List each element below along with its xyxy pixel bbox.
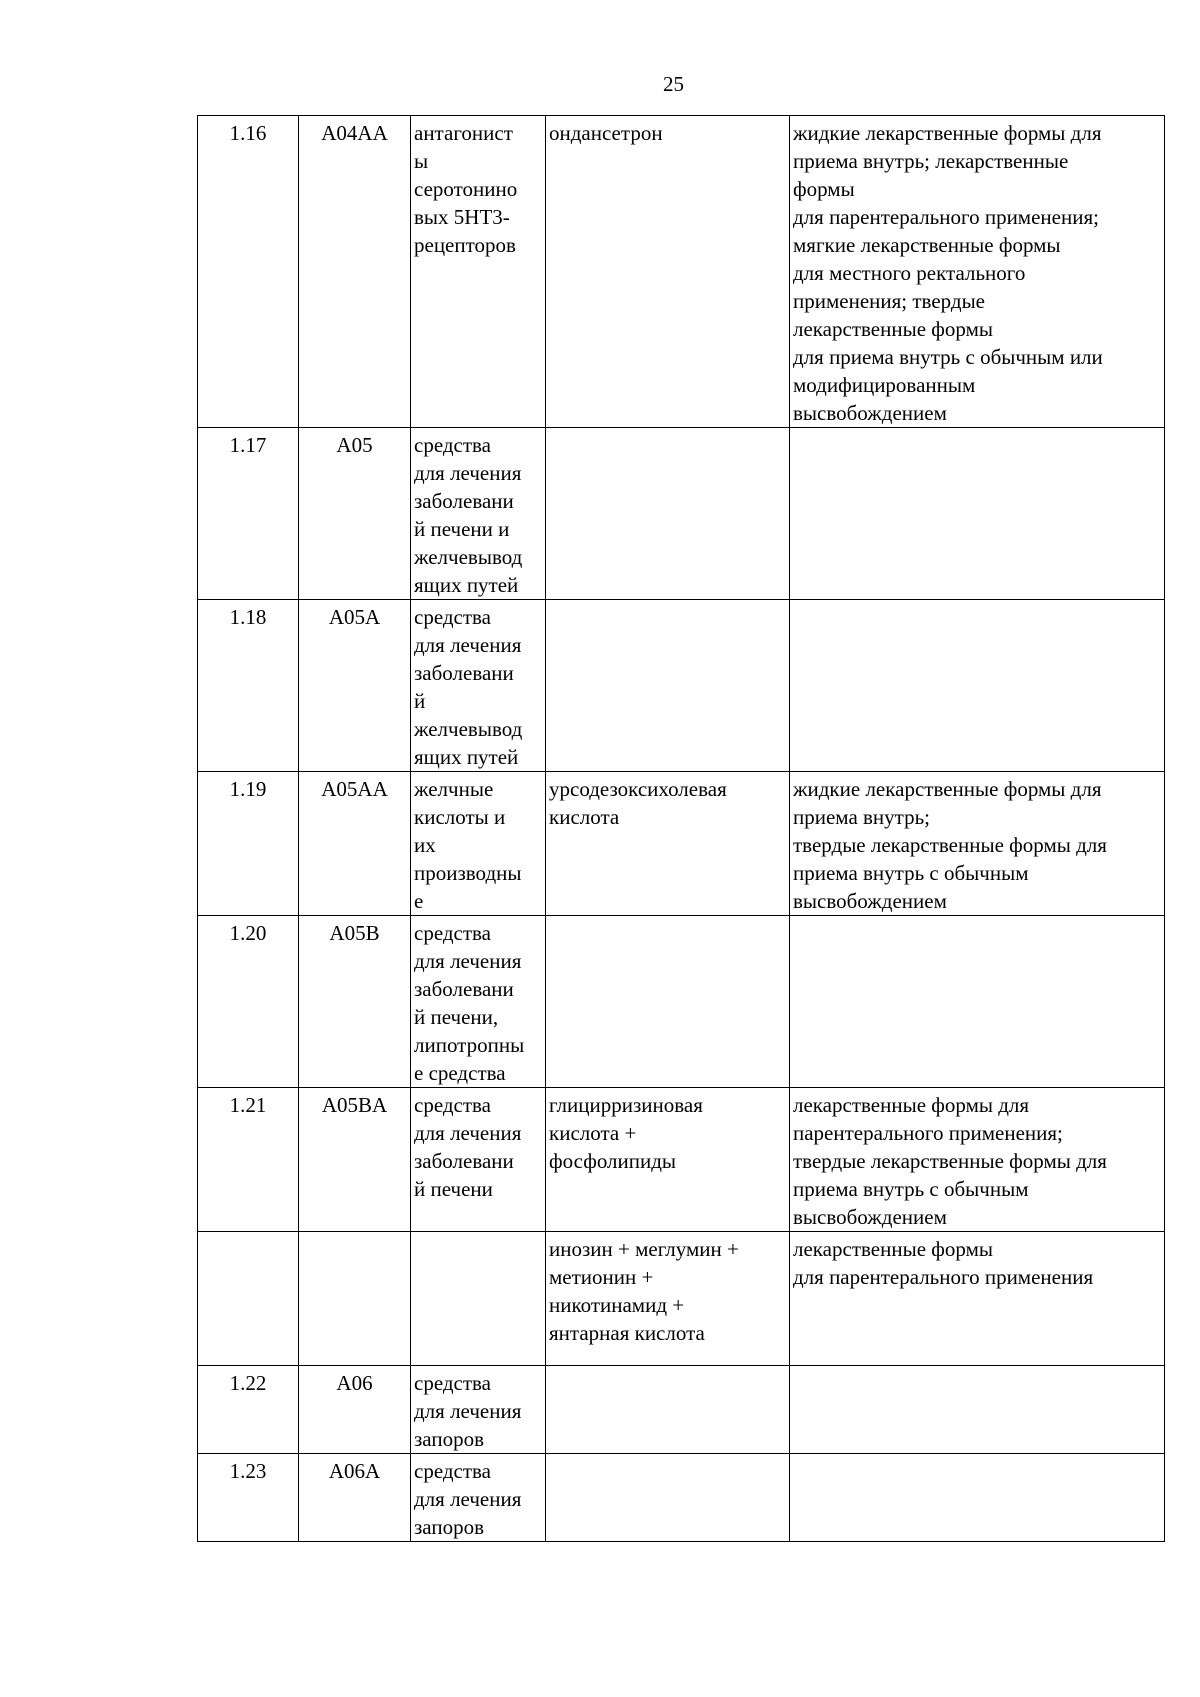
- drug-cell: инозин + меглумин + метионин + никотинамид + янтарная кислота: [546, 1232, 790, 1366]
- group-cell: средства для лечения заболевани й печени: [411, 1088, 546, 1232]
- atc-code-cell: A05B: [299, 916, 411, 1088]
- row-number-cell: 1.23: [198, 1454, 299, 1542]
- atc-code-cell: A05AA: [299, 772, 411, 916]
- atc-code-cell: A05: [299, 428, 411, 600]
- dosage-forms-cell: лекарственные формы для парентерального применения; твердые лекарственные формы для приема внутрь с обычным высвобождением: [790, 1088, 1165, 1232]
- table-row: [198, 772, 1165, 916]
- drug-cell: [546, 1454, 790, 1542]
- atc-code-cell: [299, 1232, 411, 1366]
- page-number: 25: [663, 72, 684, 96]
- atc-code-cell: A06: [299, 1366, 411, 1454]
- table-row: [198, 428, 1165, 600]
- group-cell: средства для лечения запоров: [411, 1366, 546, 1454]
- table-row: [198, 1366, 1165, 1454]
- group-cell: [411, 1232, 546, 1366]
- row-number-cell: 1.20: [198, 916, 299, 1088]
- atc-code-cell: A05A: [299, 600, 411, 772]
- dosage-forms-cell: [790, 1366, 1165, 1454]
- drug-cell: ондансетрон: [546, 116, 790, 428]
- row-number-cell: 1.19: [198, 772, 299, 916]
- drug-cell: урсодезоксихолевая кислота: [546, 772, 790, 916]
- group-cell: желчные кислоты и их производны е: [411, 772, 546, 916]
- dosage-forms-cell: [790, 600, 1165, 772]
- row-number-cell: 1.21: [198, 1088, 299, 1232]
- group-cell: средства для лечения запоров: [411, 1454, 546, 1542]
- row-number-cell: 1.16: [198, 116, 299, 428]
- atc-code-cell: A04AA: [299, 116, 411, 428]
- table-row: [198, 600, 1165, 772]
- table-row: [198, 916, 1165, 1088]
- drug-table: [197, 115, 1165, 1542]
- group-cell: антагонист ы серотонино вых 5HT3- рецепторов: [411, 116, 546, 428]
- dosage-forms-cell: [790, 1454, 1165, 1542]
- dosage-forms-cell: [790, 916, 1165, 1088]
- dosage-forms-cell: лекарственные формы для парентерального применения: [790, 1232, 1165, 1366]
- group-cell: средства для лечения заболевани й печени, липотропны е средства: [411, 916, 546, 1088]
- group-cell: средства для лечения заболевани й желчевывод ящих путей: [411, 600, 546, 772]
- table-row: [198, 1454, 1165, 1542]
- table-row: [198, 1088, 1165, 1232]
- row-number-cell: [198, 1232, 299, 1366]
- group-cell: средства для лечения заболевани й печени и желчевывод ящих путей: [411, 428, 546, 600]
- drug-cell: [546, 600, 790, 772]
- atc-code-cell: A05BA: [299, 1088, 411, 1232]
- drug-cell: [546, 916, 790, 1088]
- table-row: [198, 1232, 1165, 1366]
- dosage-forms-cell: жидкие лекарственные формы для приема внутрь; лекарственные формы для парентерального применения; мягкие лекарственные формы для местного ректального применения; твердые лекарственные формы для приема внутрь с обычным или модифицированным высвобождением: [790, 116, 1165, 428]
- drug-cell: глицирризиновая кислота + фосфолипиды: [546, 1088, 790, 1232]
- drug-cell: [546, 1366, 790, 1454]
- table-row: [198, 116, 1165, 428]
- atc-code-cell: A06A: [299, 1454, 411, 1542]
- drug-cell: [546, 428, 790, 600]
- row-number-cell: 1.22: [198, 1366, 299, 1454]
- row-number-cell: 1.17: [198, 428, 299, 600]
- dosage-forms-cell: [790, 428, 1165, 600]
- dosage-forms-cell: жидкие лекарственные формы для приема внутрь; твердые лекарственные формы для приема внутрь с обычным высвобождением: [790, 772, 1165, 916]
- row-number-cell: 1.18: [198, 600, 299, 772]
